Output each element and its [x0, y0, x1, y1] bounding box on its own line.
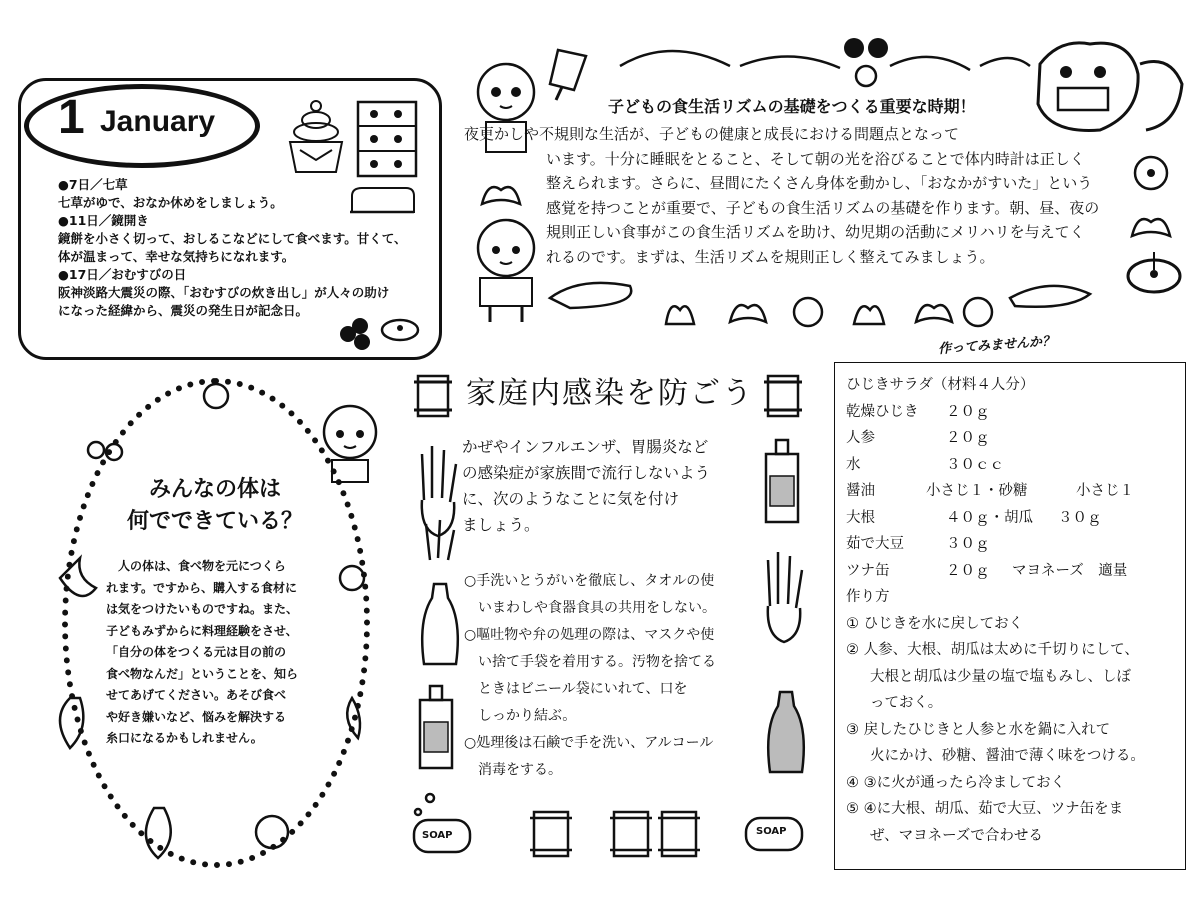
intro-line: ましょう。 [462, 516, 540, 534]
tip-line: ときはビニール袋にいれて、口を [478, 681, 688, 697]
recipe-step: 大根と胡瓜は少量の塩で塩もみし、しぼ [870, 668, 1131, 685]
ingredient-name: 大根 [846, 509, 875, 526]
recipe-step: ③ 戻したひじきと人参と水を鍋に入れて [846, 721, 1111, 738]
body-article-text [106, 556, 334, 750]
rhythm-line: います。十分に睡眠をとること、そして朝の光を浴びることで体内時計は正しく [546, 149, 1085, 168]
ingredient-amount: ３０ｃｃ [946, 456, 1004, 473]
ingredient-amount: 小さじ１・砂糖 [926, 483, 1028, 499]
body-article-title [100, 474, 330, 538]
recipe-title: ひじきサラダ（材料４人分） [846, 377, 1035, 393]
ingredient-row [846, 478, 1182, 505]
body-line: は気をつけたいものですね。また、 [106, 602, 299, 616]
tip-line: ○処理後は石鹸で手を洗い、アルコール [464, 735, 714, 751]
ingredient-amount: ２０ｇ [946, 562, 990, 579]
ingredient-amount: ４０ｇ・胡瓜 [946, 509, 1033, 526]
towel-icon [412, 372, 454, 420]
rhythm-line: れるのです。まずは、生活リズムを規則正しく整えてみましょう。 [546, 247, 995, 266]
month-name: January [100, 105, 216, 138]
hagoita-icon [544, 46, 590, 102]
plum-flower-icon [1128, 150, 1174, 196]
recipe-tagline: 作ってみませんか？ [937, 333, 1056, 358]
towel-icon [762, 372, 804, 420]
koma-top-icon [1124, 250, 1184, 298]
recipe-step: ぜ、マヨネーズで合わせる [870, 827, 1043, 844]
rhythm-line: 整えられます。さらに、昼間にたくさん身体を動かし、「おなかがすいた」という [546, 174, 1093, 192]
trash-bag-icon [418, 580, 462, 668]
pine-icon [1128, 206, 1174, 240]
glove-icon [414, 440, 464, 570]
ingredient-row [846, 452, 1182, 479]
tip-line: ○嘔吐物や弁の処理の際は、マスクや使 [464, 627, 715, 643]
ingredient-row [846, 425, 1182, 452]
rhythm-line: 感覚を持つことが重要で、子どもの食生活リズムの基礎を作ります。朝、昼、夜の [546, 198, 1100, 217]
body-line: 「自分の体をつくる元は目の前の [106, 645, 287, 659]
event-line: 七草がゆで、おなか休めをしましょう。 [58, 195, 283, 210]
intro-line: かぜやインフルエンザ、胃腸炎など [462, 438, 709, 456]
glove-icon [760, 546, 808, 656]
body-line: 糸口になるかもしれません。 [106, 731, 263, 745]
plum-pine-decor-row [660, 292, 1000, 332]
infection-tips-list [464, 568, 784, 784]
rhythm-article-title: 子どもの食生活リズムの基礎をつくる重要な時期！ [608, 97, 976, 116]
soap-label: SOAP [422, 830, 453, 841]
infection-intro [462, 434, 762, 538]
ingredient-row [846, 399, 1182, 426]
recipe-step: 火にかけ、砂糖、醤油で薄く味をつける。 [870, 748, 1145, 764]
ingredient-name: 茹で大豆 [846, 536, 904, 552]
method-label: 作り方 [846, 589, 890, 605]
ingredient-row [846, 531, 1182, 558]
recipe-step: ④ ③に火が通ったら冷ましておく [846, 774, 1066, 791]
fan-decor-icon [842, 36, 890, 88]
ingredient-name: 乾燥ひじき [846, 403, 919, 420]
ingredient-row [846, 505, 1182, 532]
event-line: ●17日／おむすびの日 [58, 267, 187, 282]
intro-line: に、次のようなことに気を付け [462, 490, 680, 508]
bamboo-leaf-icon [478, 176, 524, 208]
boy-character-icon [466, 214, 546, 326]
ingredient-name: 人参 [846, 430, 875, 446]
tip-line: しっかり結ぶ。 [478, 708, 577, 724]
body-line: 子どもみずからに料理経験をさせ、 [106, 623, 298, 638]
ingredient-extra: ３０ｇ [1058, 509, 1102, 526]
flower-top-icon [334, 312, 424, 358]
tip-line: ○手洗いとうがいを徹底し、タオルの使 [464, 573, 715, 589]
event-line: 体が温まって、幸せな気持ちになれます。 [58, 249, 295, 264]
kagami-mochi-icon [286, 98, 346, 176]
tip-line: い捨て手袋を着用する。汚物を捨てる [478, 654, 716, 670]
body-title-line: 何でできている？ [126, 509, 303, 534]
disinfectant-bottle-icon [762, 436, 802, 526]
month-number: 1 [58, 91, 85, 144]
event-line: 鏡餅を小さく切って、おしるこなどにして食べます。甘くて、 [58, 231, 407, 246]
intro-line: の感染症が家族間で流行しないよう [462, 464, 711, 482]
rhythm-line: 夜更かしや不規則な生活が、子どもの健康と成長における問題点となって [464, 125, 960, 143]
recipe-step: ⑤ ④に大根、胡瓜、茹で大豆、ツナ缶をま [846, 801, 1124, 817]
ingredient-row [846, 558, 1182, 585]
event-line: ●7日／七草 [58, 177, 128, 192]
recipe-step: ② 人参、大根、胡瓜は太めに千切りにして、 [846, 642, 1139, 658]
body-line: や好き嫌いなど、悩みを解決する [106, 709, 287, 724]
body-line: 食べ物なんだ」ということを、知ら [106, 666, 299, 681]
ingredient-extra: 小さじ１ [1076, 483, 1134, 499]
jubako-box-icon [356, 100, 418, 178]
rhythm-line: 規則正しい食事がこの食生活リズムを助け、幼児期の活動にメリハリを与えてく [546, 223, 1085, 241]
body-title-line: みんなの体は [148, 477, 281, 502]
recipe-step: ① ひじきを水に戻しておく [846, 615, 1024, 632]
ingredient-name: 醤油 [846, 483, 875, 499]
ingredient-amount: ２０ｇ [946, 403, 990, 420]
tip-line: 消毒をする。 [478, 762, 562, 778]
recipe-step: っておく。 [870, 695, 943, 711]
trash-bag-icon [764, 688, 808, 776]
event-line: ●11日／鏡開き [58, 213, 149, 228]
recipe-content [846, 372, 1182, 849]
infection-article-title: 家庭内感染を防ごう [466, 376, 754, 411]
tip-line: いまわしや食器食具の共用をしない。 [478, 600, 716, 616]
rhythm-article-body [464, 122, 1126, 269]
disinfectant-bottle-icon [416, 682, 456, 772]
soap-towel-decor-row [410, 790, 810, 870]
ingredient-extra: マヨネーズ 適量 [1012, 562, 1128, 579]
event-line: 阪神淡路大震災の際、「おむすびの炊き出し」が人々の助け [58, 285, 390, 300]
ingredient-amount: ２０ｇ [946, 430, 990, 446]
body-line: せてあげてください。あそび食べ [106, 688, 287, 702]
soap-label: SOAP [756, 826, 787, 837]
ingredient-amount: ３０ｇ [946, 536, 990, 552]
body-line: 人の体は、食べ物を元につくら [106, 559, 286, 573]
body-line: れます。ですから、購入する食材に [106, 580, 298, 595]
kamaboko-icon [348, 186, 416, 216]
event-line: になった経緯から、震災の発生日が記念日。 [58, 303, 309, 318]
ingredient-name: 水 [846, 456, 861, 473]
ingredient-name: ツナ缶 [846, 562, 890, 579]
